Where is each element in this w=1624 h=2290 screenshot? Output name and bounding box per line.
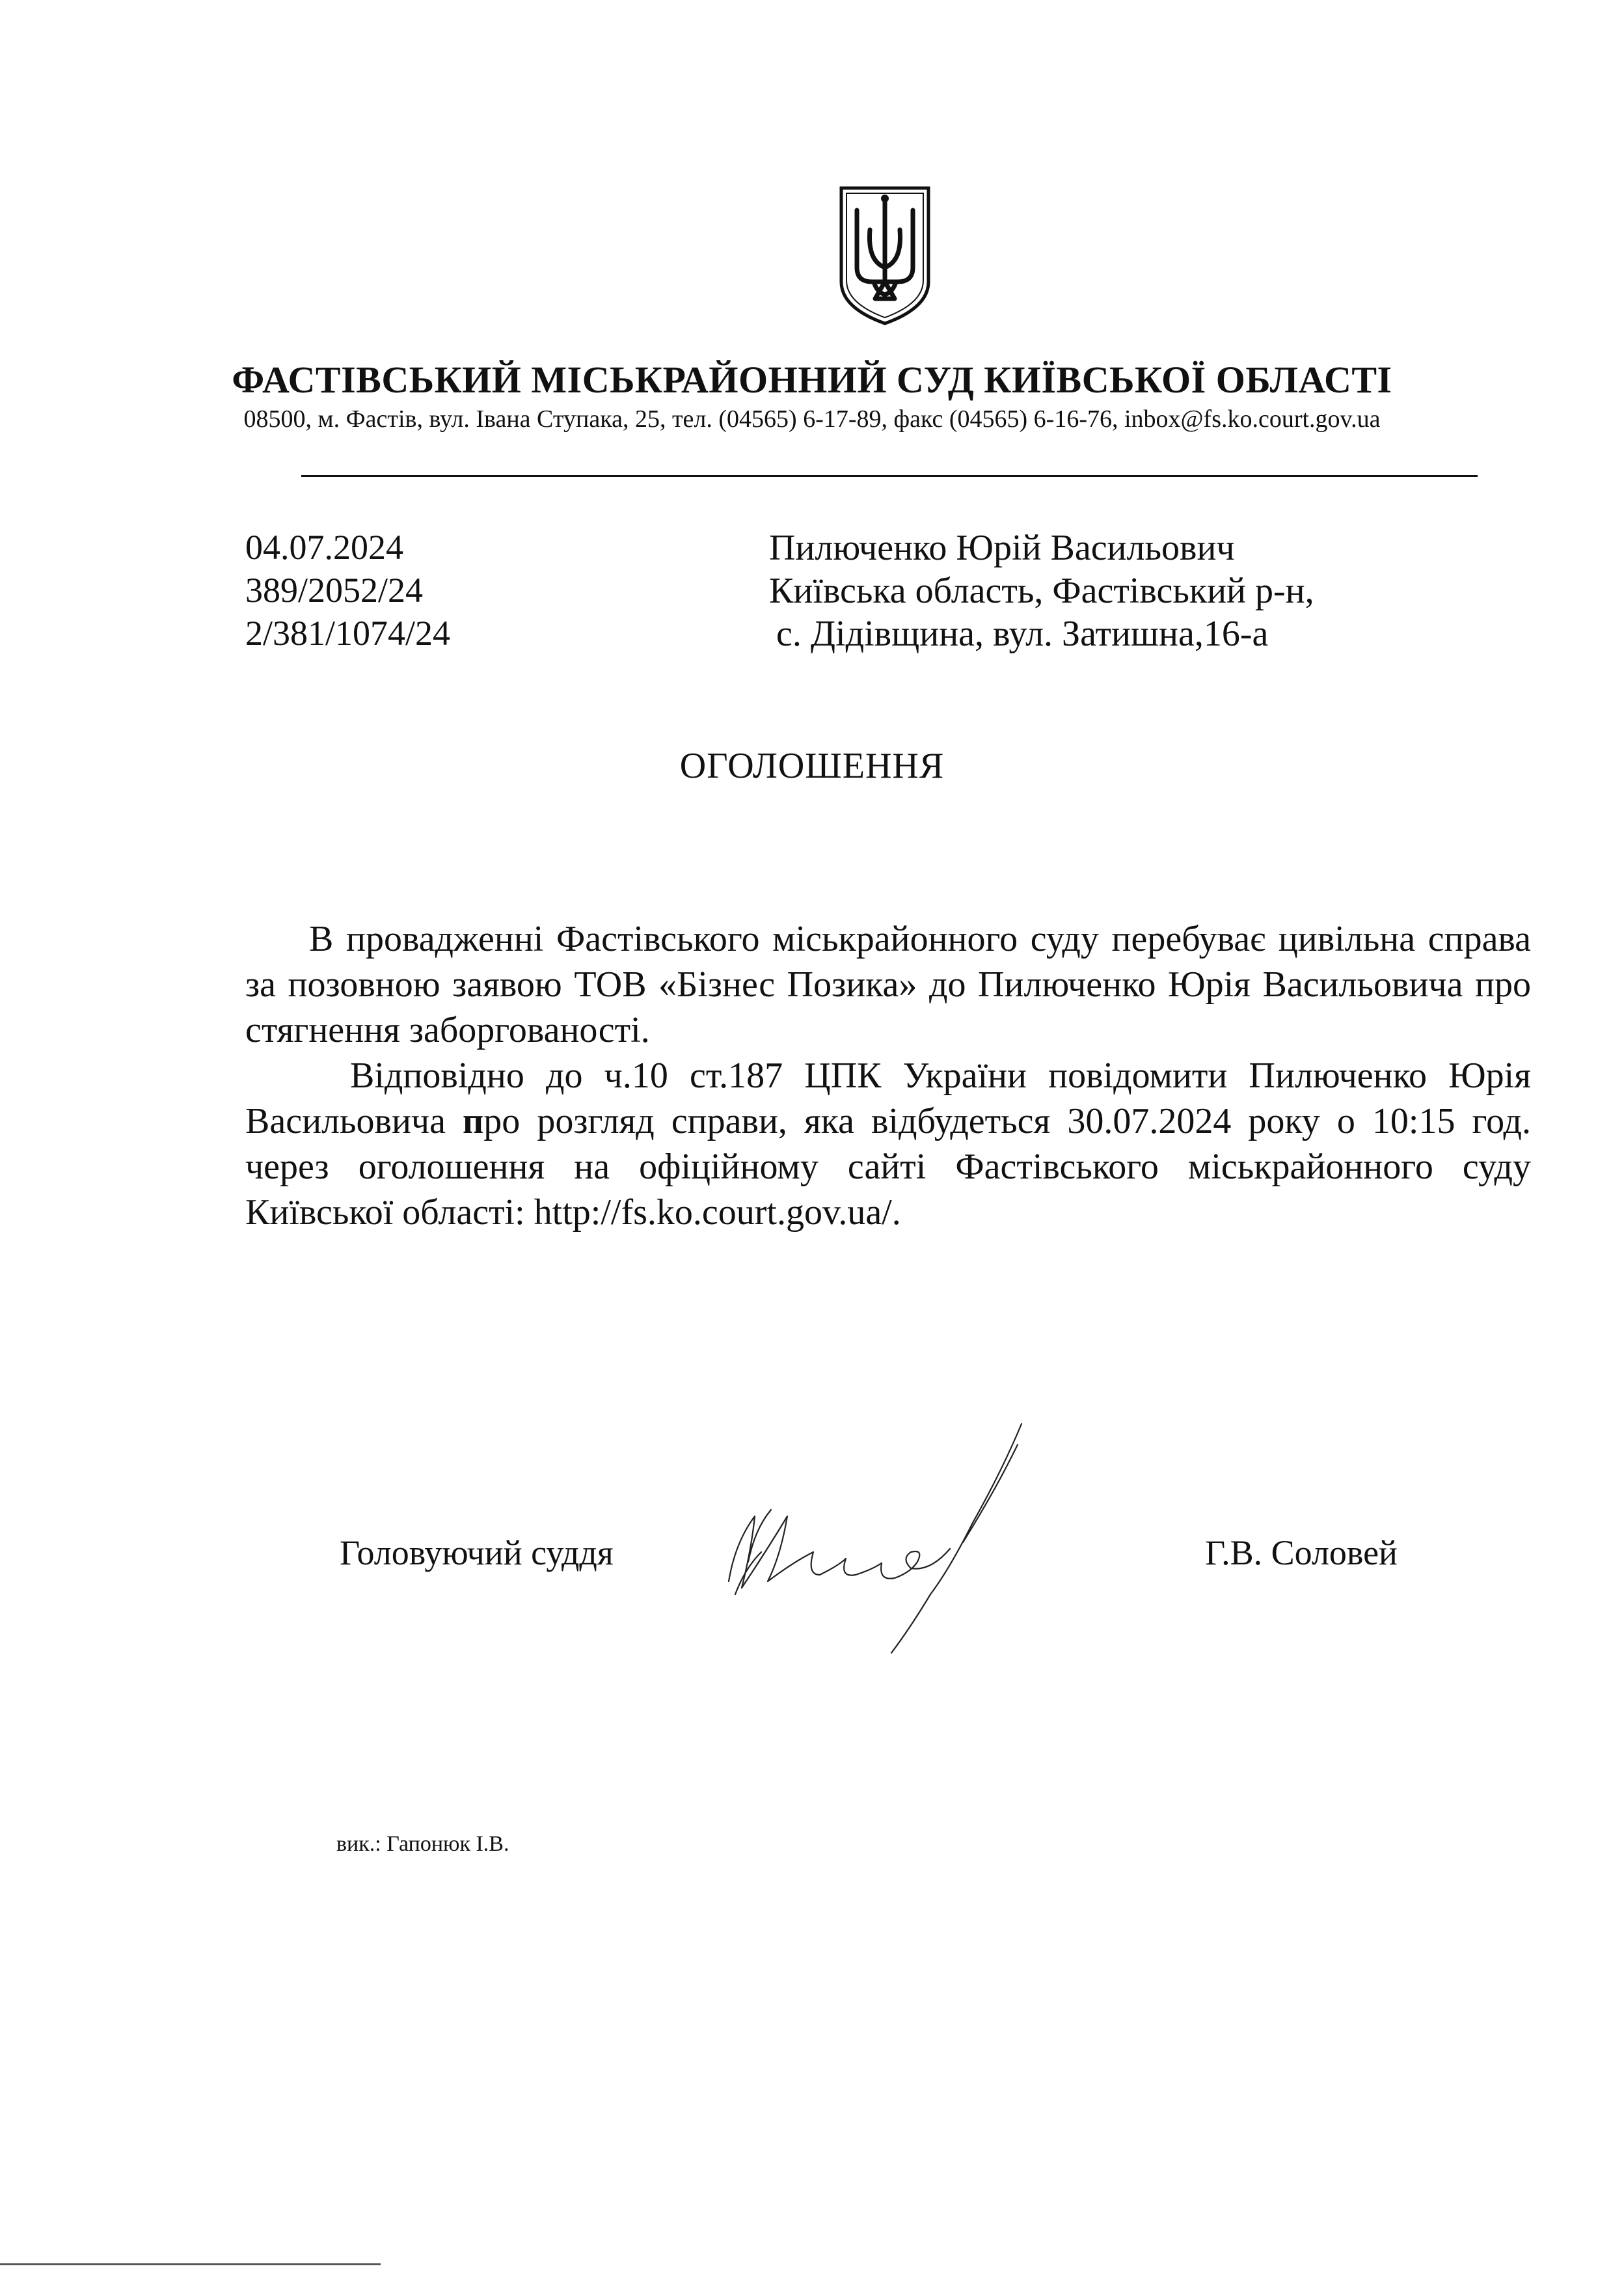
- recipient-address-line-2: с. Дідівщина, вул. Затишна,16-а: [776, 614, 1269, 654]
- paragraph-hearing-notice-end: ро розгляд справи, яка відбудеться 30.07.2024 року о 10:15 год. через оголошення на офіційному сайті Фастівського міськрайонного суду Київської області: http://fs.ko.court.gov.ua/.: [245, 1101, 1531, 1233]
- handwritten-signature: [716, 1419, 1028, 1666]
- court-contacts: 08500, м. Фастів, вул. Івана Ступака, 25, тел. (04565) 6-17-89, факс (04565) 6-16-76, inbox@fs.ko.court.gov.ua: [243, 405, 1381, 433]
- case-number: 389/2052/24: [245, 571, 424, 610]
- court-name: ФАСТІВСЬКИЙ МІСЬКРАЙОННИЙ СУД КИЇВСЬКОЇ ОБЛАСТІ: [232, 359, 1392, 401]
- paragraph-hearing-notice-start: Відповідно до ч.10 ст.187 ЦПК України повідомити Пилюченко Юрія Васильовича: [245, 1056, 1531, 1141]
- recipient-address-line-1: Київська область, Фастівський р-н,: [769, 571, 1314, 611]
- trident-icon: [836, 184, 934, 326]
- executor-note: вик.: Гапонюк І.В.: [336, 1832, 509, 1856]
- judge-name: Г.В. Соловей: [1205, 1533, 1398, 1572]
- scan-edge-line: [0, 2263, 381, 2265]
- document-title: ОГОЛОШЕННЯ: [679, 746, 945, 786]
- paragraph-case-info: В провадженні Фастівського міськрайонного суду перебуває цивільна справа за позовною заявою ТОВ «Бізнес Позика» до Пилюченко Юрія Васильовича про стягнення заборгованості.: [245, 919, 1531, 1050]
- header-divider: [301, 475, 1478, 477]
- judge-role: Головуючий суддя: [340, 1533, 614, 1572]
- paragraph-hearing-notice: [245, 1053, 1531, 1235]
- announcement-body: [245, 916, 1531, 1235]
- paragraph-hearing-notice-bold: п: [463, 1101, 484, 1141]
- document-date: 04.07.2024: [245, 528, 403, 567]
- proceeding-number: 2/381/1074/24: [245, 614, 451, 653]
- recipient-name: Пилюченко Юрій Васильович: [769, 528, 1235, 568]
